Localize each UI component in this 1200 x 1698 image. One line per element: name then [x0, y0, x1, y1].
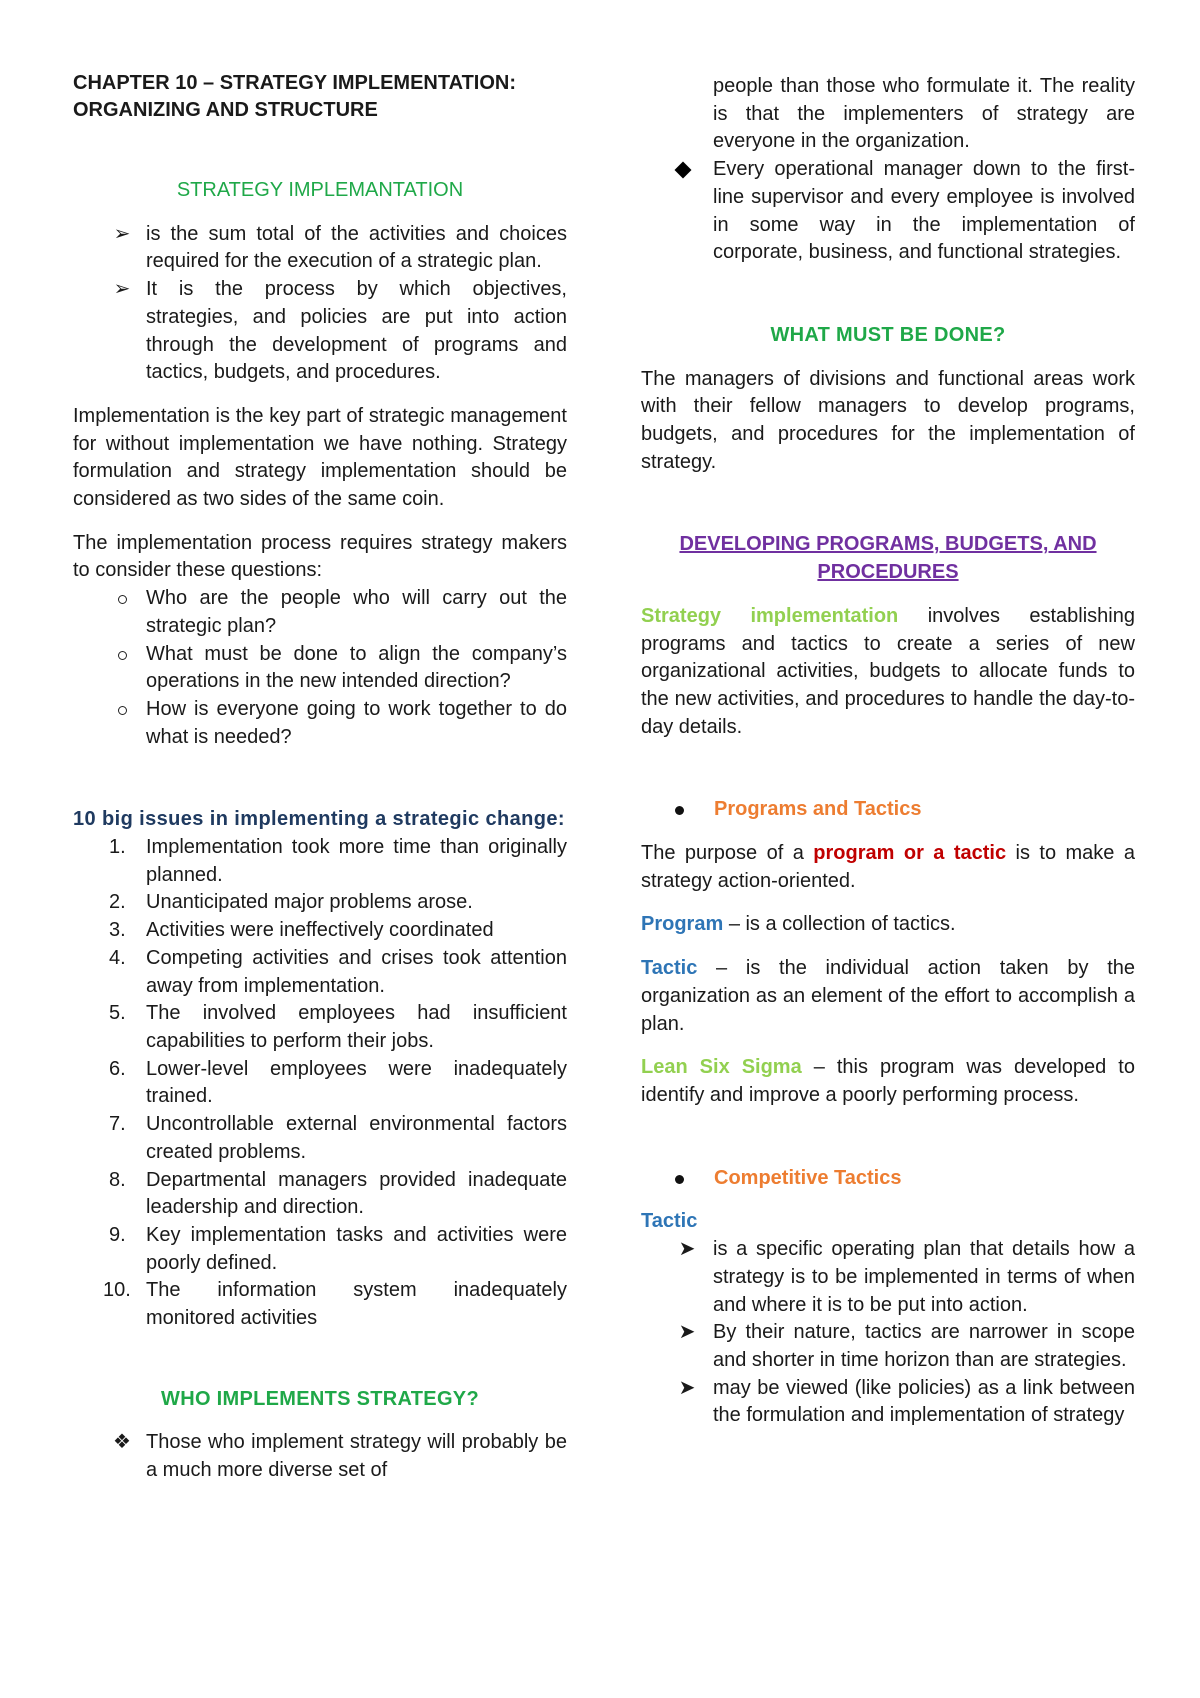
arrow-bullet-icon: ➤ [678, 1321, 696, 1344]
circle-bullet-icon [110, 641, 134, 669]
list-item: Who are the people who will carry out the strategic plan? [73, 585, 567, 640]
questions-list [73, 585, 567, 751]
developing-text: Strategy implementation involves establishing programs and tactics to create a series of new organizational activities, budgets to allocate funds to the new activities, and procedures to handle the day-to-day details. [641, 604, 1135, 738]
paragraph-key-part: Implementation is the key part of strategic management for without implementation we have nothing. Strategy formulation and strategy implementation should be considered as two sides of the same coin. [73, 404, 567, 511]
circle-bullet-icon [110, 585, 134, 613]
left-column [73, 70, 567, 1485]
who-implements-heading: WHO IMPLEMENTS STRATEGY? [161, 1387, 479, 1410]
list-item: 6. Lower-level employees were inadequately trained. [109, 1057, 567, 1108]
list-item: 5. The involved employees had insufficient capabilities to perform their jobs. [109, 1002, 567, 1052]
big-issues-heading: 10 big issues in implementing a strategic change: [73, 808, 565, 831]
purpose-text: The purpose of a program or a tactic is to make a strategy action-oriented. [641, 842, 1135, 892]
competitive-tactics-heading: Competitive Tactics [714, 1166, 902, 1189]
list-item: 3. Activities were ineffectively coordinated [109, 919, 494, 942]
list-item: 8. Departmental managers provided inadequate leadership and direction. [109, 1168, 567, 1219]
list-item: What must be done to align the company’s operations in the new intended direction? [73, 641, 567, 696]
big-issues-list [73, 834, 567, 1333]
list-item: How is everyone going to work together to do what is needed? [73, 696, 567, 751]
list-item: 7. Uncontrollable external environmental factors created problems. [109, 1113, 567, 1163]
dot-bullet-icon [675, 1165, 684, 1193]
list-item: 9. Key implementation tasks and activities were poorly defined. [109, 1223, 567, 1274]
list-item: Every operational manager down to the first-line supervisor and every employee is involved in some way in the implementation of corporate, business, and functional strategies. [641, 156, 1135, 267]
list-item: ❖ Those who implement strategy will probably be a much more diverse set of [73, 1429, 567, 1484]
strategy-implementation-heading: STRATEGY IMPLEMANTATION [176, 179, 464, 201]
lean-six-sigma-definition: Lean Six Sigma – this program was developed to identify and improve a poorly performing process. [641, 1056, 1135, 1106]
program-definition: Program – is a collection of tactics. [641, 913, 956, 936]
arrow-bullet-icon: ➤ [678, 1376, 696, 1399]
who-implements-list [73, 1429, 567, 1484]
circle-bullet-icon [110, 696, 134, 724]
arrow-bullet-icon: ➢ [113, 222, 131, 245]
list-item: ➤ By their nature, tactics are narrower in scope and shorter in time horizon than are strategies. [641, 1319, 1135, 1374]
list-item: 2. Unanticipated major problems arose. [109, 891, 473, 914]
list-item: ➤ may be viewed (like policies) as a link between the formulation and implementation of strategy [641, 1375, 1135, 1430]
competitive-tactics-heading-row [641, 1165, 1135, 1193]
programs-tactics-heading: Programs and Tactics [714, 798, 922, 821]
developing-heading: DEVELOPING PROGRAMS, BUDGETS, AND PROCEDURES [679, 533, 1097, 584]
chapter-title-line2: ORGANIZING AND STRUCTURE [73, 99, 378, 121]
list-item: ➢ is the sum total of the activities and choices required for the execution of a strategic plan. [73, 221, 567, 276]
strategy-implementation-list [73, 221, 567, 387]
four-diamond-bullet-icon: ❖ [113, 1431, 131, 1454]
list-item: people than those who formulate it. The reality is that the implementers of strategy are everyone in the organization. [713, 75, 1135, 153]
tactic-points-list [641, 1236, 1135, 1430]
what-must-be-done-heading: WHAT MUST BE DONE? [770, 323, 1006, 346]
who-implements-list-continued [641, 73, 1135, 267]
paragraph-questions-intro: The implementation process requires strategy makers to consider these questions: [73, 531, 567, 582]
what-must-be-done-text: The managers of divisions and functional areas work with their fellow managers to develop programs, budgets, and procedures for the implementation of strategy. [641, 367, 1135, 473]
list-item: ➤ is a specific operating plan that details how a strategy is to be implemented in terms of when and where it is to be put into action. [641, 1236, 1135, 1319]
right-column [641, 73, 1135, 1430]
arrow-bullet-icon: ➢ [113, 278, 131, 301]
chapter-title-line1: CHAPTER 10 – STRATEGY IMPLEMENTATION: [73, 72, 516, 94]
chapter-title [73, 70, 567, 124]
tactic-definition: Tactic – is the individual action taken by the organization as an element of the effort to accomplish a plan. [641, 957, 1136, 1035]
tactic-label: Tactic [641, 1210, 698, 1233]
list-item: 10. The information system inadequately monitored activities [103, 1279, 567, 1330]
arrow-bullet-icon: ➤ [678, 1238, 696, 1261]
programs-tactics-heading-row [641, 796, 1135, 824]
dot-bullet-icon [675, 796, 684, 824]
list-item: 1. Implementation took more time than originally planned. [109, 836, 567, 886]
list-item: ➢ It is the process by which objectives, strategies, and policies are put into action through the development of programs and tactics, budgets, and procedures. [73, 276, 567, 387]
list-item: 4. Competing activities and crises took attention away from implementation. [109, 946, 567, 997]
